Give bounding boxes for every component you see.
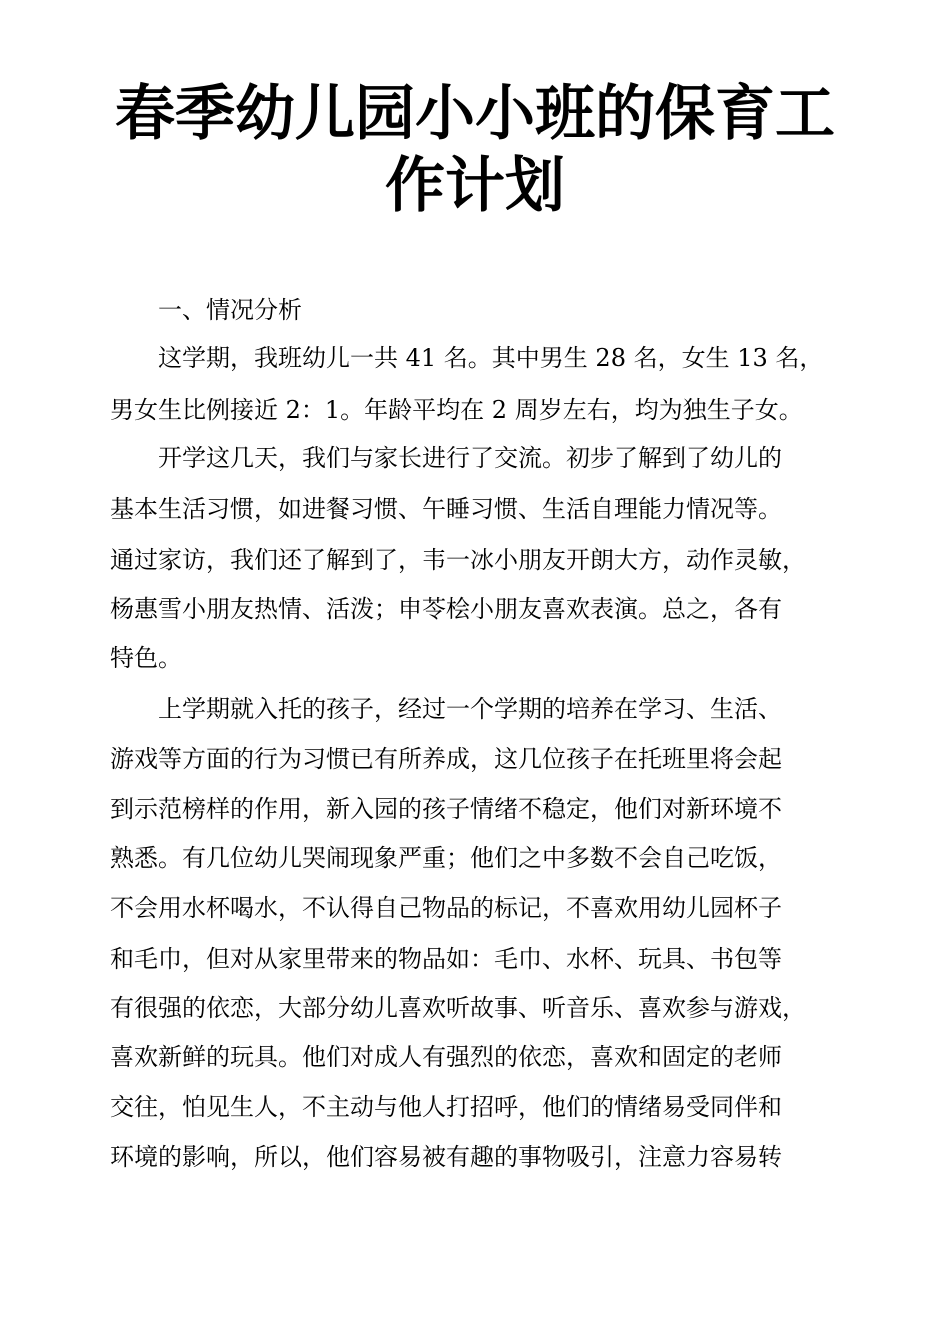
paragraph-2-line-3: 通过家访，我们还了解到了，韦一冰小朋友开朗大方，动作灵敏， [110,546,806,574]
document-title-line-1: 春季幼儿园小小班的保育工 [115,79,835,149]
paragraph-2-line-1: 开学这几天，我们与家长进行了交流。初步了解到了幼儿的 [158,444,782,472]
paragraph-3-line-9: 交往，怕见生人，不主动与他人打招呼，他们的情绪易受同伴和 [110,1093,782,1121]
section-heading: 一、情况分析 [158,296,302,324]
paragraph-3-line-6: 和毛巾，但对从家里带来的物品如：毛巾、水杯、玩具、书包等 [110,945,782,973]
paragraph-3-line-2: 游戏等方面的行为习惯已有所养成，这几位孩子在托班里将会起 [110,745,782,773]
paragraph-3-line-4: 熟悉。有几位幼儿哭闹现象严重；他们之中多数不会自己吃饭， [110,844,782,872]
paragraph-2-line-4: 杨惠雪小朋友热情、活泼；申苓桧小朋友喜欢表演。总之，各有 [110,595,782,623]
paragraph-3-line-1: 上学期就入托的孩子，经过一个学期的培养在学习、生活、 [158,695,782,723]
paragraph-3-line-10: 环境的影响，所以，他们容易被有趣的事物吸引，注意力容易转 [110,1143,782,1171]
paragraph-1-line-2: 男女生比例接近 2：1。年龄平均在 2 周岁左右，均为独生子女。 [110,396,803,424]
paragraph-2-line-5: 特色。 [110,644,182,672]
paragraph-3-line-8: 喜欢新鲜的玩具。他们对成人有强烈的依恋，喜欢和固定的老师 [110,1043,782,1071]
paragraph-3-line-3: 到示范榜样的作用，新入园的孩子情绪不稳定，他们对新环境不 [110,795,782,823]
paragraph-2-line-2: 基本生活习惯，如进餐习惯、午睡习惯、生活自理能力情况等。 [110,495,782,523]
document-title-line-2: 作计划 [385,151,565,221]
paragraph-1-line-1: 这学期，我班幼儿一共 41 名。其中男生 28 名，女生 13 名， [158,344,824,372]
paragraph-3-line-5: 不会用水杯喝水，不认得自己物品的标记，不喜欢用幼儿园杯子 [110,894,782,922]
paragraph-3-line-7: 有很强的依恋，大部分幼儿喜欢听故事、听音乐、喜欢参与游戏， [110,994,806,1022]
